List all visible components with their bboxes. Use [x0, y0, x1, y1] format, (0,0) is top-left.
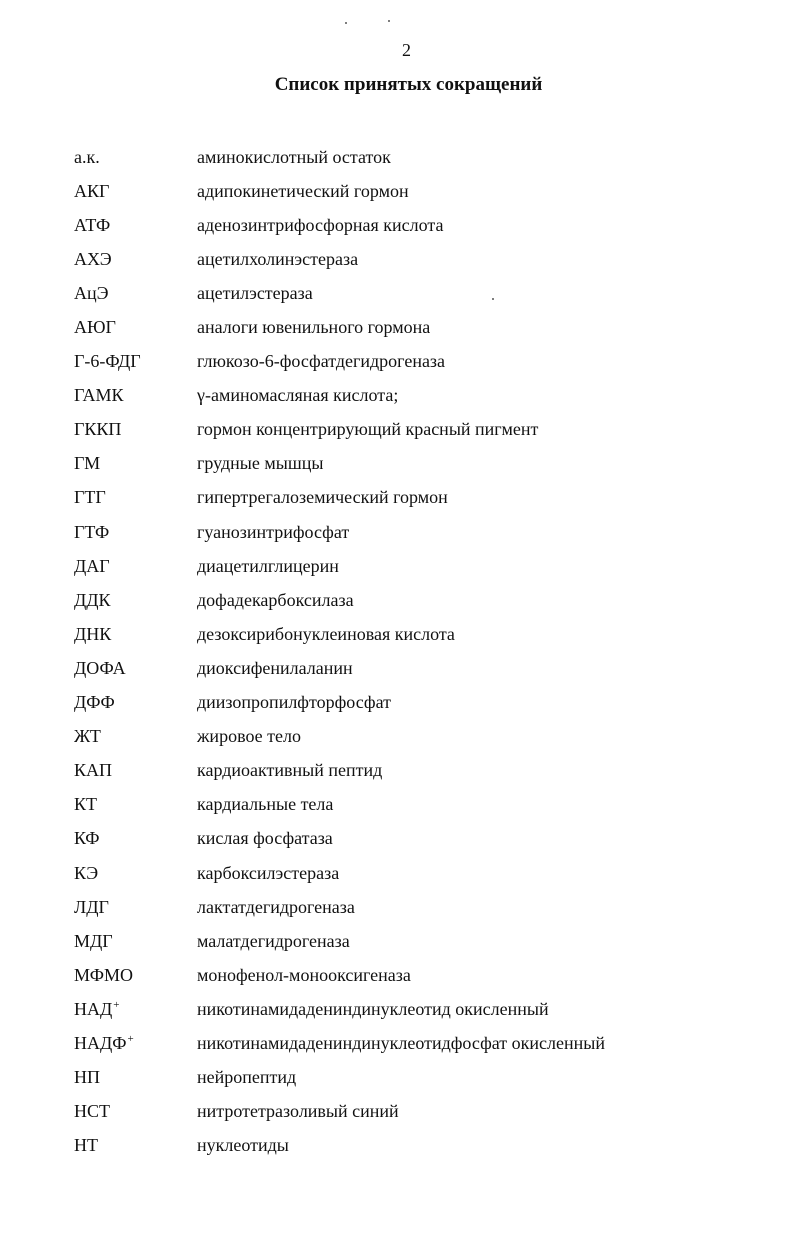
abbreviation-term	[74, 351, 197, 372]
abbreviation-definition: нейропептид	[197, 1067, 297, 1088]
abbreviation-term-text: а.к.	[74, 146, 100, 167]
abbreviation-term	[74, 590, 197, 611]
list-item	[74, 754, 774, 788]
abbreviation-term	[74, 726, 197, 747]
list-item	[74, 924, 774, 958]
list-item	[74, 1061, 774, 1095]
abbreviation-definition: нитротетразоливый синий	[197, 1101, 399, 1122]
abbreviation-term-text: ДНК	[74, 623, 112, 644]
scan-speck	[492, 298, 494, 300]
list-item	[74, 1026, 774, 1060]
list-item	[74, 413, 774, 447]
abbreviation-term-text: ГККП	[74, 419, 122, 440]
abbreviation-term	[74, 760, 197, 781]
abbreviation-term-text: АХЭ	[74, 248, 112, 269]
page-title: Список принятых сокращений	[274, 74, 543, 95]
abbreviation-term	[74, 385, 197, 406]
abbreviation-term-text: НСТ	[74, 1101, 110, 1122]
abbreviation-term	[74, 487, 197, 508]
list-item	[74, 208, 774, 242]
abbreviation-definition: аминокислотный остаток	[197, 146, 391, 167]
abbreviation-term-text: АЮГ	[74, 317, 116, 338]
abbreviation-term-text: АТФ	[74, 214, 111, 235]
abbreviation-definition: никотинамидадениндинуклеотид окисленный	[197, 998, 549, 1019]
abbreviation-definition: нуклеотиды	[197, 1135, 289, 1156]
abbreviation-definition: диацетилглицерин	[197, 555, 339, 576]
abbreviation-term-text: ГАМК	[74, 385, 124, 406]
abbreviation-term-text: НП	[74, 1067, 100, 1088]
list-item	[74, 617, 774, 651]
abbreviation-list	[74, 140, 774, 1163]
abbreviation-term-text: КАП	[74, 760, 113, 781]
list-item	[74, 992, 774, 1026]
list-item	[74, 1129, 774, 1163]
list-item	[74, 174, 774, 208]
abbreviation-term	[74, 215, 197, 236]
list-item	[74, 447, 774, 481]
abbreviation-term-text: ЖТ	[74, 726, 101, 747]
abbreviation-term	[74, 317, 197, 338]
abbreviation-definition: глюкозо-6-фосфатдегидрогеназа	[197, 351, 446, 372]
abbreviation-definition: лактатдегидрогеназа	[197, 896, 355, 917]
abbreviation-definition: гормон концентрирующий красный пигмент	[197, 419, 539, 440]
abbreviation-definition: кардиальные тела	[197, 794, 334, 815]
abbreviation-term	[74, 419, 197, 440]
abbreviation-superscript: +	[127, 1032, 134, 1045]
abbreviation-definition: аденозинтрифосфорная кислота	[197, 214, 444, 235]
abbreviation-term	[74, 965, 197, 986]
list-item	[74, 822, 774, 856]
list-item	[74, 890, 774, 924]
abbreviation-term	[74, 624, 197, 645]
list-item	[74, 345, 774, 379]
abbreviation-term	[74, 999, 197, 1020]
abbreviation-definition: карбоксилэстераза	[197, 862, 340, 883]
abbreviation-definition: аналоги ювенильного гормона	[197, 317, 431, 338]
abbreviation-term-text: АКГ	[74, 180, 110, 201]
abbreviation-term-text: ГТГ	[74, 487, 106, 508]
abbreviation-definition: жировое тело	[197, 726, 301, 747]
abbreviation-definition: диоксифенилаланин	[197, 657, 353, 678]
abbreviation-term	[74, 1135, 197, 1156]
abbreviation-term	[74, 522, 197, 543]
list-item	[74, 1095, 774, 1129]
abbreviation-definition: ацетилхолинэстераза	[197, 248, 359, 269]
abbreviation-term-text: КТ	[74, 794, 98, 815]
abbreviation-term	[74, 249, 197, 270]
abbreviation-definition: монофенол-монооксигеназа	[197, 964, 411, 985]
abbreviation-term	[74, 794, 197, 815]
abbreviation-term	[74, 828, 197, 849]
list-item	[74, 549, 774, 583]
abbreviation-term	[74, 897, 197, 918]
abbreviation-term	[74, 556, 197, 577]
list-item	[74, 515, 774, 549]
abbreviation-term-text: НАДФ	[74, 1032, 127, 1053]
scan-speck	[345, 22, 347, 24]
abbreviation-definition: ацетилэстераза	[197, 282, 313, 303]
list-item	[74, 651, 774, 685]
abbreviation-term-text: НТ	[74, 1135, 98, 1156]
abbreviation-term	[74, 1067, 197, 1088]
list-item	[74, 958, 774, 992]
abbreviation-term-text: ДДК	[74, 589, 111, 610]
list-item	[74, 583, 774, 617]
abbreviation-term-text: КЭ	[74, 862, 99, 883]
abbreviation-definition: кардиоактивный пептид	[197, 760, 383, 781]
list-item	[74, 140, 774, 174]
abbreviation-superscript: +	[113, 998, 120, 1011]
list-item	[74, 276, 774, 310]
page-number: 2	[402, 40, 411, 60]
abbreviation-term-text: МДГ	[74, 930, 113, 951]
abbreviation-definition: гипертрегалоземический гормон	[197, 487, 448, 508]
list-item	[74, 242, 774, 276]
abbreviation-definition: кислая фосфатаза	[197, 828, 333, 849]
abbreviation-term	[74, 658, 197, 679]
list-item	[74, 379, 774, 413]
abbreviation-definition: γ-аминомасляная кислота;	[197, 385, 399, 406]
abbreviation-term-text: ДОФА	[74, 657, 126, 678]
abbreviation-definition: грудные мышцы	[197, 453, 324, 474]
abbreviation-term-text: ЛДГ	[74, 896, 109, 917]
list-item	[74, 856, 774, 890]
abbreviation-definition: дезоксирибонуклеиновая кислота	[197, 623, 455, 644]
abbreviation-term	[74, 1101, 197, 1122]
abbreviation-term	[74, 931, 197, 952]
abbreviation-term-text: ГМ	[74, 453, 101, 474]
list-item	[74, 720, 774, 754]
abbreviation-term	[74, 181, 197, 202]
list-item	[74, 686, 774, 720]
abbreviation-term	[74, 453, 197, 474]
abbreviation-definition: никотинамидадениндинуклеотидфосфат окисленный	[197, 1032, 605, 1053]
abbreviation-term	[74, 863, 197, 884]
scan-speck	[388, 20, 390, 22]
abbreviation-term-text: КФ	[74, 828, 100, 849]
abbreviation-definition: гуанозинтрифосфат	[197, 521, 350, 542]
abbreviation-definition: малатдегидрогеназа	[197, 930, 350, 951]
abbreviation-term-text: ДАГ	[74, 555, 110, 576]
abbreviation-term-text: АцЭ	[74, 282, 109, 303]
list-item	[74, 788, 774, 822]
list-item	[74, 310, 774, 344]
list-item	[74, 481, 774, 515]
abbreviation-term-text: Г-6-ФДГ	[74, 351, 141, 372]
abbreviation-term-text: ДФФ	[74, 692, 115, 713]
abbreviation-term	[74, 147, 197, 168]
abbreviation-term-text: НАД	[74, 998, 113, 1019]
abbreviation-definition: диизопропилфторфосфат	[197, 692, 391, 713]
abbreviation-term	[74, 283, 197, 304]
abbreviation-term	[74, 1033, 197, 1054]
abbreviation-definition: адипокинетический гормон	[197, 180, 409, 201]
abbreviation-term	[74, 692, 197, 713]
abbreviation-term-text: ГТФ	[74, 521, 110, 542]
abbreviation-term-text: МФМО	[74, 964, 133, 985]
abbreviation-definition: дофадекарбоксилаза	[197, 589, 354, 610]
